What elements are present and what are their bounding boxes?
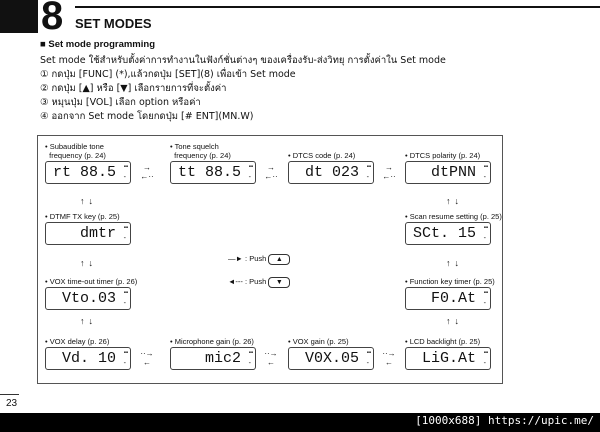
lcd-indicator-icon: ▪▪: [483, 350, 488, 356]
lcd-display: [405, 287, 491, 310]
lcd-value: Vd. 10: [61, 350, 116, 367]
lcd-indicator-icon: ▪▪: [123, 225, 128, 231]
chapter-number: 8: [41, 0, 64, 38]
lcd-indicator-icon: -: [123, 360, 126, 367]
lcd-display: [45, 222, 131, 245]
lcd-indicator-icon: ▪▪: [248, 164, 253, 170]
lcd-value: LiG.At: [421, 350, 476, 367]
lcd-value: dt 023: [304, 164, 359, 181]
vertical-arrow-icon: ↑↓: [80, 196, 97, 206]
lcd-indicator-icon: ▪▪: [366, 350, 371, 356]
lcd-value: rt 88.5: [52, 164, 116, 181]
lcd-indicator-icon: -: [366, 360, 369, 367]
lcd-indicator-icon: ▪▪: [483, 225, 488, 231]
lcd-value: mic2: [204, 350, 241, 367]
lcd-indicator-icon: -: [483, 174, 486, 181]
header-rule: [75, 6, 600, 8]
watermark: [1000x688] https://upic.me/: [415, 414, 594, 427]
step-4: ④ ออกจาก Set mode โดยกดปุ่ม [# ENT](MN.W): [40, 111, 254, 122]
step-3: ③ หมุนปุ่ม [VOL] เลือก option หรือค่า: [40, 97, 201, 108]
step-1: ① กดปุ่ม [FUNC] (*),แล้วกดปุ่ม [SET](8) เพื่อเข้า Set mode: [40, 69, 296, 80]
setting-label: • DTMF TX key (p. 25): [45, 212, 120, 221]
lcd-display: [170, 347, 256, 370]
lcd-display: [288, 161, 374, 184]
vertical-arrow-icon: ↑↓: [80, 258, 97, 268]
setting-label: • DTCS polarity (p. 24): [405, 151, 481, 160]
lcd-indicator-icon: -: [483, 360, 486, 367]
setting-label: • Function key timer (p. 25): [405, 277, 495, 286]
legend-down: [228, 277, 290, 288]
lcd-value: V0X.05: [304, 350, 359, 367]
lcd-indicator-icon: -: [483, 235, 486, 242]
transition-arrow-icon: → ←··: [264, 163, 278, 181]
lcd-indicator-icon: -: [248, 360, 251, 367]
up-key-icon: ▲: [268, 254, 290, 265]
lcd-indicator-icon: -: [366, 174, 369, 181]
lcd-value: F0.At: [430, 290, 476, 307]
lcd-display: [405, 161, 491, 184]
lcd-indicator-icon: -: [123, 235, 126, 242]
legend-text: : Push: [245, 277, 267, 286]
lcd-indicator-icon: -: [123, 174, 126, 181]
lcd-indicator-icon: ▪▪: [123, 164, 128, 170]
lcd-indicator-icon: -: [483, 300, 486, 307]
lcd-value: SCt. 15: [412, 225, 476, 242]
transition-arrow-icon: ··→ ←: [264, 349, 278, 367]
setting-label: • Subaudible tone frequency (p. 24): [45, 142, 106, 160]
setting-label: • VOX gain (p. 25): [288, 337, 349, 346]
lcd-indicator-icon: ▪▪: [483, 164, 488, 170]
lcd-value: dmtr: [79, 225, 116, 242]
setting-label: • Tone squelch frequency (p. 24): [170, 142, 231, 160]
lcd-indicator-icon: ▪▪: [123, 350, 128, 356]
setting-label: • VOX time-out timer (p. 26): [45, 277, 138, 286]
lcd-value: tt 88.5: [177, 164, 241, 181]
transition-arrow-icon: → ←··: [140, 163, 154, 181]
setting-label: • VOX delay (p. 26): [45, 337, 110, 346]
setting-label: • DTCS code (p. 24): [288, 151, 356, 160]
legend-text: : Push: [245, 254, 267, 263]
lcd-display: [405, 222, 491, 245]
lcd-display: [45, 287, 131, 310]
solid-arrow-icon: —►: [228, 254, 243, 263]
page-rule: [0, 394, 19, 395]
lcd-indicator-icon: ▪▪: [483, 290, 488, 296]
legend-up: [228, 254, 290, 265]
lcd-indicator-icon: ▪▪: [366, 164, 371, 170]
lcd-indicator-icon: ▪▪: [123, 290, 128, 296]
lcd-indicator-icon: -: [123, 300, 126, 307]
lcd-display: [288, 347, 374, 370]
step-2: ② กดปุ่ม [▲] หรือ [▼] เลือกรายการที่จะตั้งค่า: [40, 83, 227, 94]
setting-label: • Scan resume setting (p. 25): [405, 212, 502, 221]
lcd-display: [45, 347, 131, 370]
transition-arrow-icon: ··→ ←: [140, 349, 154, 367]
vertical-arrow-icon: ↑↓: [80, 316, 97, 326]
page-title: SET MODES: [75, 16, 152, 31]
transition-arrow-icon: → ←··: [382, 163, 396, 181]
dashed-arrow-icon: ◄---: [228, 277, 243, 286]
lcd-indicator-icon: -: [248, 174, 251, 181]
vertical-arrow-icon: ↑↓: [446, 196, 463, 206]
lcd-indicator-icon: ▪▪: [248, 350, 253, 356]
lcd-display: [405, 347, 491, 370]
down-key-icon: ▼: [268, 277, 290, 288]
setting-label: • Microphone gain (p. 26): [170, 337, 254, 346]
page-number: 23: [6, 398, 18, 409]
section-subtitle: ■ Set mode programming: [40, 39, 156, 50]
lcd-value: dtPNN: [430, 164, 476, 181]
vertical-arrow-icon: ↑↓: [446, 258, 463, 268]
chapter-tab: [0, 0, 38, 33]
lcd-value: Vto.03: [61, 290, 116, 307]
intro-line: Set mode ใช้สำหรับตั้งค่าการทำงานในฟังก์ชั่นต่างๆ ของเครื่องรับ-ส่งวิทยุ การตั้งค่าใน Set mode: [40, 55, 446, 66]
transition-arrow-icon: ··→ ←: [382, 349, 396, 367]
vertical-arrow-icon: ↑↓: [446, 316, 463, 326]
lcd-display: [170, 161, 256, 184]
lcd-display: [45, 161, 131, 184]
setting-label: • LCD backlight (p. 25): [405, 337, 481, 346]
